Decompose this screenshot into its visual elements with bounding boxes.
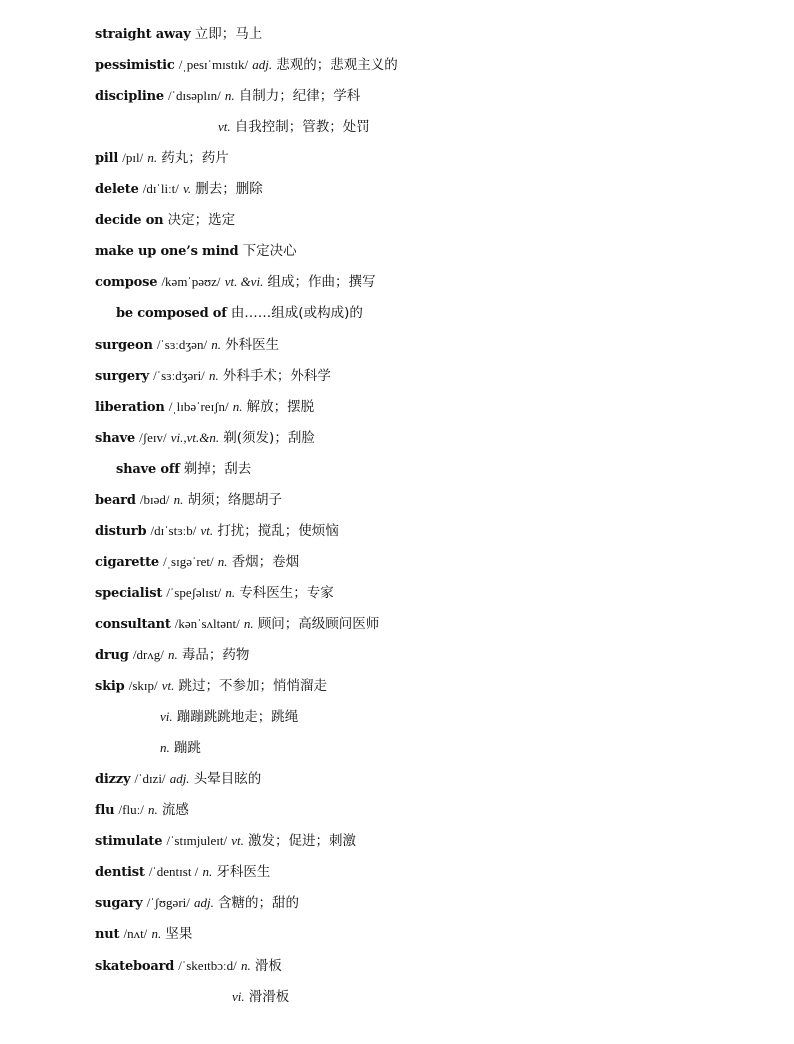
- part-of-speech: n.: [151, 926, 162, 941]
- pronunciation: /ˈsɜːdʒəri/: [153, 368, 205, 383]
- headword: pill: [95, 151, 119, 166]
- pronunciation: /kənˈsʌltənt/: [174, 616, 240, 631]
- part-of-speech: vi.,vt.&n.: [170, 430, 220, 445]
- vocab-entry: [95, 273, 375, 292]
- definition: 跳过；不参加；悄悄溜走: [178, 678, 328, 694]
- part-of-speech: n.: [208, 368, 219, 383]
- vocab-entry: [160, 708, 298, 727]
- part-of-speech: n.: [211, 337, 221, 352]
- headword: cigarette: [95, 555, 159, 570]
- vocab-entry: [95, 615, 379, 634]
- headword: sugary: [95, 896, 143, 911]
- headword: shave: [95, 431, 136, 446]
- definition: 香烟；卷烟: [231, 554, 300, 570]
- definition: 悲观的；悲观主义的: [276, 57, 398, 73]
- part-of-speech: n.: [160, 740, 170, 755]
- pronunciation: /ˌpesɪˈmɪstɪk/: [178, 57, 249, 72]
- part-of-speech: n.: [202, 864, 213, 879]
- vocab-entry: [95, 770, 261, 789]
- pronunciation: /skɪp/: [128, 678, 158, 693]
- headword: surgeon: [95, 338, 153, 353]
- definition: 滑板: [254, 958, 282, 974]
- pronunciation: /ʃeɪv/: [139, 430, 167, 445]
- pronunciation: /ˈsɜːdʒən/: [156, 337, 208, 352]
- part-of-speech: n.: [224, 88, 235, 103]
- definition: 自制力；纪律；学科: [238, 88, 361, 104]
- pronunciation: /drʌg/: [132, 647, 164, 662]
- vocab-entry: [95, 584, 334, 603]
- headword: straight away: [95, 27, 191, 42]
- definition: 外科医生: [225, 337, 280, 353]
- definition: 毒品；药物: [181, 647, 250, 663]
- vocab-entry: [116, 460, 251, 479]
- headword: pessimistic: [95, 58, 175, 73]
- definition: 组成；作曲；撰写: [267, 274, 376, 290]
- headword: specialist: [95, 586, 163, 601]
- headword: delete: [95, 182, 139, 197]
- pronunciation: /fluː/: [118, 802, 144, 817]
- pronunciation: /ˈʃʊgəri/: [146, 895, 190, 910]
- pronunciation: /ˈdentɪst /: [148, 864, 199, 879]
- pronunciation: /ˈskeɪtbɔːd/: [178, 958, 237, 973]
- vocab-entry: [95, 180, 263, 199]
- pronunciation: /bɪəd/: [139, 492, 170, 507]
- definition: 解放；摆脱: [246, 399, 315, 415]
- definition: 蹦跳: [173, 740, 201, 756]
- vocab-entry: [95, 87, 360, 106]
- definition: 剃掉；刮去: [183, 461, 252, 477]
- definition: 激发；促进；刺激: [248, 833, 357, 849]
- headword: surgery: [95, 369, 149, 384]
- definition: 决定；选定: [167, 212, 236, 228]
- definition: 药丸；药片: [161, 150, 229, 166]
- pronunciation: /ˈdɪsəplɪn/: [168, 88, 221, 103]
- vocab-entry: [218, 118, 370, 137]
- part-of-speech: vt.: [231, 833, 244, 848]
- vocab-entry: [95, 398, 314, 417]
- headword: dizzy: [95, 772, 131, 787]
- part-of-speech: vt.: [161, 678, 175, 693]
- pronunciation: /dɪˈstɜːb/: [150, 523, 197, 538]
- part-of-speech: vt.: [218, 119, 231, 134]
- vocab-entry: [232, 988, 289, 1007]
- headword: make up one’s mind: [95, 244, 239, 259]
- definition: 滑滑板: [248, 989, 290, 1005]
- definition: 专科医生；专家: [239, 585, 334, 601]
- vocab-entry: [95, 957, 282, 976]
- headword: stimulate: [95, 834, 163, 849]
- part-of-speech: n.: [147, 802, 158, 817]
- headword: skateboard: [95, 959, 175, 974]
- part-of-speech: n.: [232, 399, 243, 414]
- part-of-speech: n.: [217, 554, 228, 569]
- definition: 外科手术；外科学: [222, 368, 331, 384]
- part-of-speech: n.: [225, 585, 236, 600]
- vocab-entry: [95, 242, 297, 261]
- vocab-entry: [95, 894, 299, 913]
- pronunciation: /ˈstɪmjuleɪt/: [166, 833, 228, 848]
- pronunciation: /kəmˈpəʊz/: [161, 274, 221, 289]
- definition: 顾问；高级顾问医师: [257, 616, 380, 632]
- vocab-entry: [95, 646, 249, 665]
- headword: decide on: [95, 213, 164, 228]
- definition: 蹦蹦跳跳地走；跳绳: [176, 709, 299, 725]
- vocab-entry: [95, 491, 282, 510]
- headword: liberation: [95, 400, 165, 415]
- part-of-speech: n.: [243, 616, 254, 631]
- headword: beard: [95, 493, 136, 508]
- definition: 含糖的；甜的: [218, 895, 300, 911]
- headword: flu: [95, 803, 115, 818]
- definition: 头晕目眩的: [193, 771, 262, 787]
- headword: disturb: [95, 524, 147, 539]
- pronunciation: /pɪl/: [122, 150, 144, 165]
- headword: be composed of: [116, 306, 227, 321]
- headword: shave off: [116, 462, 180, 477]
- definition: 流感: [161, 802, 189, 818]
- vocab-entry: [95, 832, 356, 851]
- vocab-entry: [95, 25, 262, 44]
- vocab-entry: [116, 304, 363, 323]
- vocab-entry: [95, 553, 299, 572]
- headword: consultant: [95, 617, 171, 632]
- definition: 牙科医生: [216, 864, 271, 880]
- pronunciation: /ˌlɪbəˈreɪʃn/: [168, 399, 229, 414]
- vocab-entry: [95, 56, 398, 75]
- vocab-entry: [95, 429, 315, 448]
- definition: 胡须；络腮胡子: [187, 492, 283, 508]
- definition: 立即；马上: [194, 26, 263, 42]
- vocab-entry: [95, 336, 279, 355]
- vocab-entry: [95, 801, 189, 820]
- headword: compose: [95, 275, 158, 290]
- part-of-speech: n.: [240, 958, 251, 973]
- part-of-speech: vi.: [160, 709, 173, 724]
- vocab-entry: [95, 677, 327, 696]
- definition: 自我控制；管教；处罚: [234, 119, 370, 135]
- definition: 由……组成(或构成)的: [230, 305, 363, 321]
- vocab-entry: [95, 367, 331, 386]
- headword: dentist: [95, 865, 145, 880]
- part-of-speech: n.: [173, 492, 184, 507]
- pronunciation: /ˈspeʃəlɪst/: [166, 585, 222, 600]
- part-of-speech: n.: [147, 150, 158, 165]
- definition: 剃(须发)；刮脸: [223, 430, 315, 446]
- definition: 下定决心: [242, 243, 297, 259]
- vocab-entry: [160, 739, 201, 758]
- vocab-entry: [95, 211, 235, 230]
- vocab-entry: [95, 522, 339, 541]
- part-of-speech: v.: [183, 181, 192, 196]
- pronunciation: /ˈdɪzi/: [134, 771, 166, 786]
- part-of-speech: vt. &vi.: [224, 274, 264, 289]
- headword: discipline: [95, 89, 164, 104]
- headword: nut: [95, 927, 120, 942]
- part-of-speech: n.: [168, 647, 178, 662]
- definition: 打扰；搅乱；使烦恼: [217, 523, 339, 539]
- definition: 坚果: [165, 926, 193, 942]
- headword: drug: [95, 648, 129, 663]
- part-of-speech: adj.: [252, 57, 273, 72]
- pronunciation: /ˌsɪgəˈret/: [163, 554, 214, 569]
- vocab-entry: [95, 149, 229, 168]
- pronunciation: /nʌt/: [123, 926, 148, 941]
- vocab-entry: [95, 863, 270, 882]
- part-of-speech: vt.: [200, 523, 214, 538]
- part-of-speech: adj.: [169, 771, 190, 786]
- headword: skip: [95, 679, 125, 694]
- pronunciation: /dɪˈliːt/: [142, 181, 179, 196]
- part-of-speech: vi.: [232, 989, 245, 1004]
- definition: 删去；删除: [195, 181, 263, 197]
- vocab-entry: [95, 925, 192, 944]
- part-of-speech: adj.: [194, 895, 214, 910]
